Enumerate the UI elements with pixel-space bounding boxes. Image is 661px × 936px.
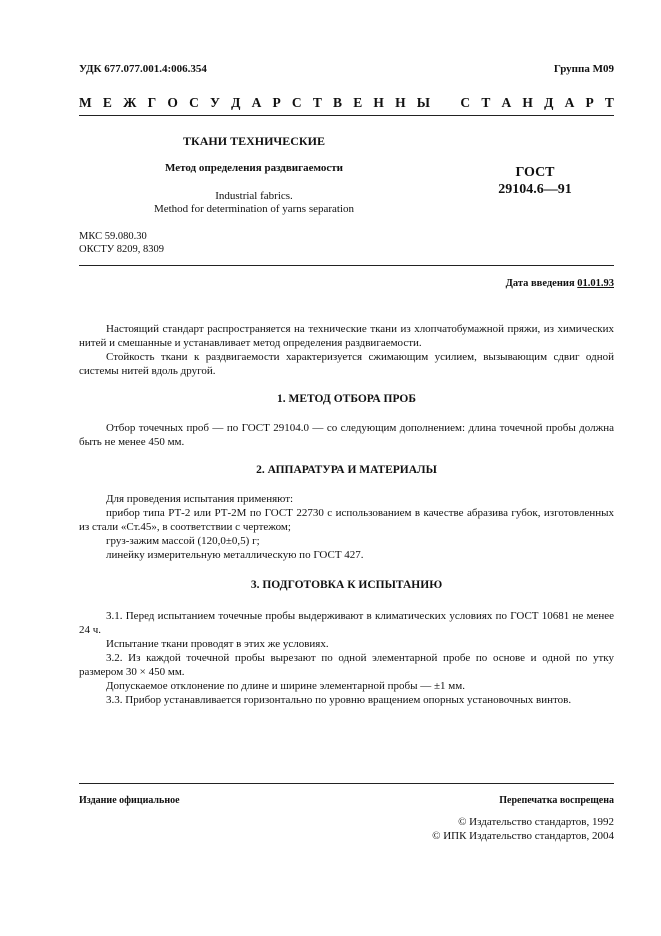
section-1-body <box>79 421 614 449</box>
interstate-standard-banner <box>79 95 614 111</box>
section-paragraph: Отбор точечных проб — по ГОСТ 29104.0 — со следующим дополнением: длина точечной пробы должна быть не менее 450 мм. <box>79 422 614 448</box>
banner-letter: Д <box>231 95 241 110</box>
banner-letter: Е <box>353 95 363 110</box>
section-paragraph: Для проведения испытания применяют: <box>106 493 294 505</box>
official-edition-note: Издание официальное <box>79 795 180 806</box>
classification-codes <box>79 230 164 256</box>
gost-label: ГОСТ <box>515 165 555 180</box>
section-2-heading: 2. АППАРАТУРА И МАТЕРИАЛЫ <box>256 464 437 476</box>
banner-letter: Г <box>147 95 157 110</box>
banner-rule <box>79 115 614 116</box>
section-paragraph: груз-зажим массой (120,0±0,5) г; <box>106 535 260 547</box>
banner-letter: Т <box>312 95 322 110</box>
document-title: ТКАНИ ТЕХНИЧЕСКИЕ <box>183 134 325 148</box>
reprint-prohibited-note: Перепечатка воспрещена <box>499 795 614 806</box>
banner-letter: Т <box>604 95 614 110</box>
group-code: Группа М09 <box>553 63 614 75</box>
banner-letter: В <box>333 95 343 110</box>
section-paragraph: линейку измерительную металлическую по ГОСТ 427. <box>106 549 364 561</box>
title-block-rule <box>79 265 614 266</box>
banner-letter: О <box>167 95 178 110</box>
english-title-line-1: Industrial fabrics. <box>215 190 293 202</box>
udk-code: УДК 677.077.001.4:006.354 <box>79 63 207 75</box>
banner-letter: Д <box>544 95 554 110</box>
section-3-heading: 3. ПОДГОТОВКА К ИСПЫТАНИЮ <box>250 579 443 591</box>
banner-letter: Н <box>373 95 384 110</box>
mks-code: МКС 59.080.30 <box>79 231 147 242</box>
introduction-date <box>506 278 614 289</box>
banner-letter: У <box>210 95 220 110</box>
banner-letter: Р <box>272 95 281 110</box>
section-2-body <box>79 492 614 562</box>
banner-letter: Н <box>395 95 406 110</box>
banner-gap <box>441 95 449 111</box>
banner-letter: Е <box>102 95 112 110</box>
copyright-line: © Издательство стандартов, 1992 <box>458 816 614 828</box>
intro-section <box>79 322 614 378</box>
section-paragraph: 3.1. Перед испытанием точечные пробы выдерживают в климатических условиях по ГОСТ 10681 не менее 24 ч. <box>79 610 614 636</box>
gost-number: 29104.6—91 <box>498 182 572 197</box>
banner-letter: Р <box>585 95 594 110</box>
section-paragraph: прибор типа РТ-2 или РТ-2М по ГОСТ 22730 с использованием в качестве абразива губок, изготовленных из стали «Ст.45», в соответствии с чертежом; <box>79 507 614 533</box>
banner-letter: А <box>251 95 262 110</box>
copyright-line: © ИПК Издательство стандартов, 2004 <box>432 830 614 842</box>
banner-letter: С <box>189 95 199 110</box>
footer-rule <box>79 783 614 784</box>
banner-letter: Ж <box>123 95 137 110</box>
section-paragraph: Допускаемое отклонение по длине и ширине элементарной пробы — ±1 мм. <box>106 680 465 692</box>
document-subtitle: Метод определения раздвигаемости <box>165 162 343 174</box>
intro-paragraph: Настоящий стандарт распространяется на технические ткани из хлопчатобумажной пряжи, из химических нитей и смешанные и устанавливает метод определения раздвигаемости. <box>79 323 614 349</box>
banner-letter: Т <box>481 95 491 110</box>
section-paragraph: 3.3. Прибор устанавливается горизонтально по уровню вращением опорных установочных винтов. <box>106 694 572 706</box>
date-label: Дата введения <box>505 278 578 289</box>
banner-letter: А <box>501 95 512 110</box>
section-1-heading: 1. МЕТОД ОТБОРА ПРОБ <box>277 393 416 405</box>
section-3-body <box>79 609 614 707</box>
gost-designation <box>460 164 610 198</box>
copyright-block <box>432 815 614 843</box>
banner-letter: С <box>460 95 471 110</box>
banner-letter: С <box>291 95 302 110</box>
english-title-line-2: Method for determination of yarns separation <box>153 203 355 215</box>
section-paragraph: Испытание ткани проводят в этих же условиях. <box>106 638 329 650</box>
section-paragraph: 3.2. Из каждой точечной пробы вырезают по одной элементарной пробе по основе и одной по утку размером 30 × 450 мм. <box>79 652 614 678</box>
banner-letter: М <box>79 95 92 110</box>
okstu-code: ОКСТУ 8209, 8309 <box>79 244 165 255</box>
banner-letter: Н <box>522 95 533 110</box>
date-value: 01.01.93 <box>577 278 614 289</box>
banner-letter: А <box>564 95 575 110</box>
intro-paragraph: Стойкость ткани к раздвигаемости характеризуется сжимающим усилием, вызывающим сдвиг одной системы нитей вдоль другой. <box>79 351 614 377</box>
banner-letter: Ы <box>416 95 431 110</box>
